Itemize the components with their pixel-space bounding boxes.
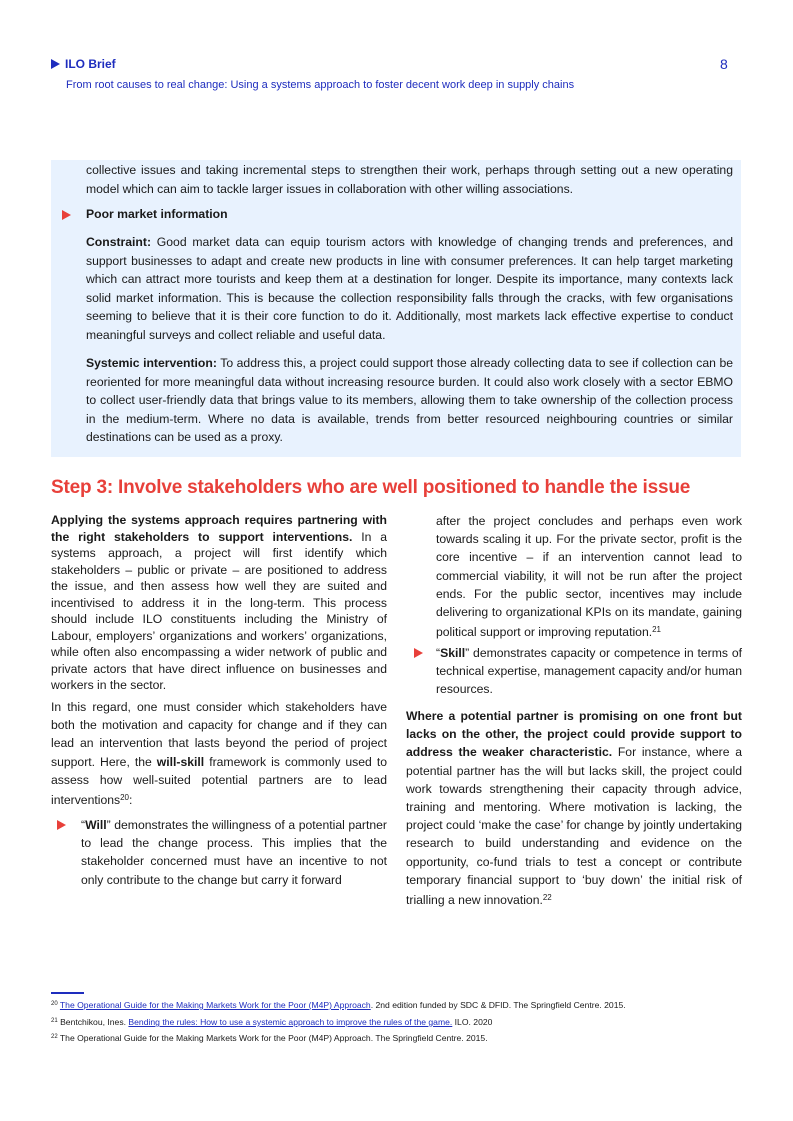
- constraint-text: Good market data can equip tourism actors with knowledge of changing trends and preferences, and support businesses to adapt and create new products in line with consumer preferences. It can help target marketing which can attract more tourists and keep them at a destination for longer. Despite its importance, many contexts lack solid market information. This is because the collection responsibility falls through the cracks, with few organisations seeming to believe that it is their core function to do it. Additionally, most markets lack effective expertise to conduct meaningful surveys and collect reliable and useful data.: [86, 235, 733, 342]
- bullet-arrow-icon: [62, 210, 71, 220]
- partner-bold: Where a potential partner is promising on one front but lacks on the other, the project could provide support to address the weaker characteristic.: [406, 709, 742, 760]
- skill-item: [436, 644, 742, 699]
- footnote-ref-22: 22: [542, 893, 552, 903]
- will-item: [81, 816, 387, 889]
- footnote-22: [51, 1031, 488, 1044]
- bullet-title: Poor market information: [86, 207, 228, 221]
- skill-bold: Skill: [440, 646, 466, 660]
- footnote-21: [51, 1015, 492, 1028]
- will-skill-bold: will-skill: [156, 754, 205, 769]
- footnote-text: . 2nd edition funded by SDC & DFID. The Springfield Centre. 2015.: [370, 1000, 626, 1010]
- footnote-author: Bentchikou, Ines.: [60, 1017, 129, 1027]
- will-open-quote: “: [81, 818, 86, 832]
- constraint-label: Constraint:: [86, 235, 151, 249]
- will-skill-text-b: framework is commonly used to assess how well-suited potential partners are to lead interventions: [51, 754, 387, 808]
- will-cont-text: after the project concludes and perhaps even work towards scaling it up. For the private sector, profit is the core incentive – if an intervention cannot lead to commercial viability, it will not be run after the project ends. For the public sector, incentives may include delivering to organizational KPIs on its mandate, gaining political support or improving reputation.: [436, 514, 742, 640]
- footnote-text: ILO. 2020: [452, 1017, 493, 1027]
- intro-text: In a systems approach, a project will first identify which stakeholders – public or private – are positioned to address the issue, and then assess how well they are suited and incentivised to address it in the long-term. This process should include ILO constituents including the Ministry of Labour, employers’ organizations and workers’ organizations, while often also encompassing a wider network of public and private actors that have direct influence on businesses and workers in the sector.: [51, 529, 388, 692]
- will-text: ” demonstrates the willingness of a potential partner to lead the change process. This implies that the stakeholder concerned must have an incentive to not only contribute to the change but carry it forward: [81, 818, 387, 887]
- will-item-continued: [436, 512, 742, 641]
- footnote-20: [51, 998, 626, 1011]
- page-number: 8: [720, 56, 728, 72]
- play-arrow-icon: [51, 59, 60, 69]
- will-skill-text-a: In this regard, one must consider which stakeholders have both the motivation and capacity for change and if they can lead an intervention that lasts beyond the period of project support. Here, the: [51, 700, 387, 769]
- intro-bold: Applying the systems approach requires partnering with the right stakeholders to support interventions.: [51, 513, 387, 544]
- intervention-text: To address this, a project could support those already collecting data to see if collection can be reoriented for more meaningful data without increasing resource burden. It could also work closely with a sector EBMO to collect user-friendly data that brings value to its members, allowing them to take ownership of the collection process in the medium-term. Where no data is available, trends from better resourced neighbouring countries or similar destinations can be used as a proxy.: [86, 356, 734, 445]
- brand-label: [51, 57, 116, 71]
- will-bold: Will: [85, 818, 107, 832]
- section-heading: Step 3: Involve stakeholders who are well positioned to handle the issue: [51, 477, 691, 498]
- constraint-paragraph: [86, 233, 733, 345]
- intervention-paragraph: [86, 354, 733, 447]
- partner-paragraph: [406, 707, 742, 909]
- brand-text: ILO Brief: [65, 57, 116, 71]
- intervention-label: Systemic intervention:: [86, 356, 217, 370]
- footnote-link-m4p[interactable]: The Operational Guide for the Making Markets Work for the Poor (M4P) Approach: [59, 1000, 371, 1010]
- will-bullet-icon: [57, 820, 66, 830]
- document-subtitle: From root causes to real change: Using a systems approach to foster decent work deep in supply chains: [66, 79, 575, 91]
- footnote-ref-21: 21: [652, 625, 662, 635]
- box-continuation: collective issues and taking incremental steps to strengthen their work, perhaps through setting out a new operating model which can aim to tackle larger issues in collaboration with other willing associations.: [86, 163, 733, 196]
- footnote-number: 20: [51, 1001, 58, 1007]
- intro-paragraph: [51, 512, 387, 694]
- partner-text: For instance, where a potential partner has the will but lacks skill, the project could work towards strengthening their capacity through advice, training and mentoring. Where motivation is lacking, the project could ‘make the case’ for change by jointly undertaking research to build understanding and evidence on the opportunity, co-fund trials to test a concept or contribute temporary financial support to ‘buy down’ the initial risk of trialling a new innovation.: [406, 745, 743, 908]
- footnote-link-bending-rules[interactable]: Bending the rules: How to use a systemic approach to improve the rules of the game.: [128, 1017, 453, 1027]
- footnote-rule: [51, 992, 84, 994]
- skill-bullet-icon: [414, 648, 423, 658]
- footnote-ref-20: 20: [120, 793, 130, 803]
- will-skill-colon: :: [129, 793, 133, 808]
- footnote-text: The Operational Guide for the Making Markets Work for the Poor (M4P) Approach. The Springfield Centre. 2015.: [59, 1033, 488, 1043]
- skill-open-quote: “: [436, 646, 441, 660]
- footnote-number: 21: [51, 1018, 58, 1024]
- footnote-number: 22: [51, 1034, 58, 1040]
- skill-text: ” demonstrates capacity or competence in terms of technical expertise, management capacity and/or human resources.: [436, 646, 742, 697]
- will-skill-paragraph: [51, 698, 387, 809]
